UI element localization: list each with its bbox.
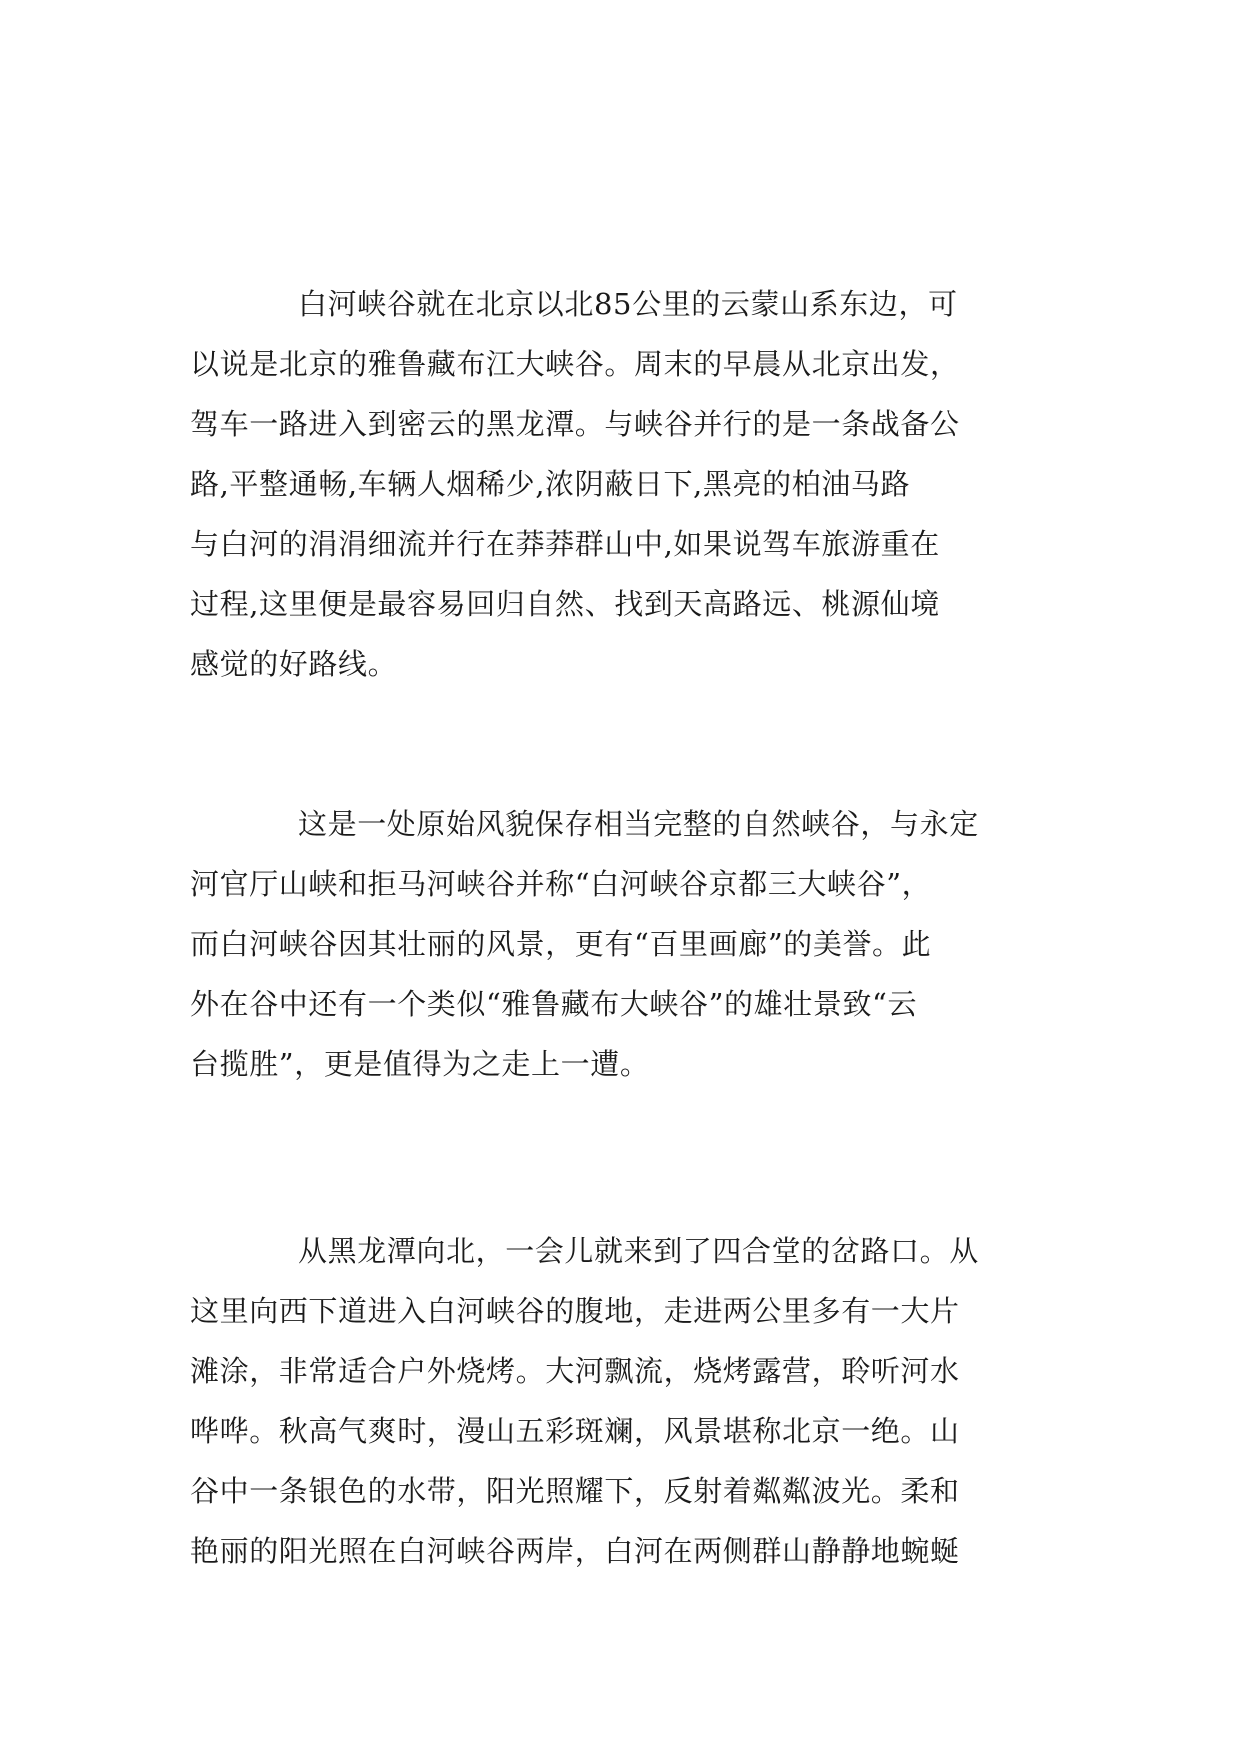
- paragraph-line: 从黑龙潭向北，一会儿就来到了四合堂的岔路口。从: [298, 1234, 979, 1268]
- paragraph-line: 滩涂，非常适合户外烧烤。大河飘流，烧烤露营，聆听河水: [190, 1354, 960, 1388]
- paragraph-line: 艳丽的阳光照在白河峡谷两岸，白河在两侧群山静静地蜿蜒: [190, 1534, 960, 1568]
- paragraph-natural-canyon: [190, 794, 1050, 1094]
- paragraph-line: 外在谷中还有一个类似“雅鲁藏布大峡谷”的雄壮景致“云: [190, 987, 918, 1021]
- paragraph-line: 谷中一条银色的水带，阳光照耀下，反射着粼粼波光。柔和: [190, 1474, 960, 1508]
- paragraph-line: 白河峡谷就在北京以北85公里的云蒙山系东边，可: [298, 287, 958, 321]
- paragraph-line: 这里向西下道进入白河峡谷的腹地，走进两公里多有一大片: [190, 1294, 960, 1328]
- paragraph-line: 哗哗。秋高气爽时，漫山五彩斑斓，风景堪称北京一绝。山: [190, 1414, 960, 1448]
- paragraph-line: 路,平整通畅,车辆人烟稀少,浓阴蔽日下,黑亮的柏油马路: [190, 467, 911, 501]
- paragraph-line: 台揽胜”，更是值得为之走上一遭。: [190, 1047, 650, 1081]
- paragraph-line: 与白河的涓涓细流并行在莽莽群山中,如果说驾车旅游重在: [190, 527, 940, 561]
- paragraph-line: 河官厅山峡和拒马河峡谷并称“白河峡谷京都三大峡谷”，: [190, 867, 932, 901]
- paragraph-line: 感觉的好路线。: [190, 647, 398, 681]
- paragraph-heilongtan-route: [190, 1221, 1050, 1581]
- paragraph-baihe-location: [190, 274, 1050, 694]
- paragraph-line: 驾车一路进入到密云的黑龙潭。与峡谷并行的是一条战备公: [190, 407, 960, 441]
- paragraph-line: 以说是北京的雅鲁藏布江大峡谷。周末的早晨从北京出发，: [190, 347, 960, 381]
- paragraph-line: 这是一处原始风貌保存相当完整的自然峡谷，与永定: [298, 807, 979, 841]
- paragraph-line: 过程,这里便是最容易回归自然、找到天高路远、桃源仙境: [190, 587, 940, 621]
- paragraph-line: 而白河峡谷因其壮丽的风景，更有“百里画廊”的美誉。此: [190, 927, 932, 961]
